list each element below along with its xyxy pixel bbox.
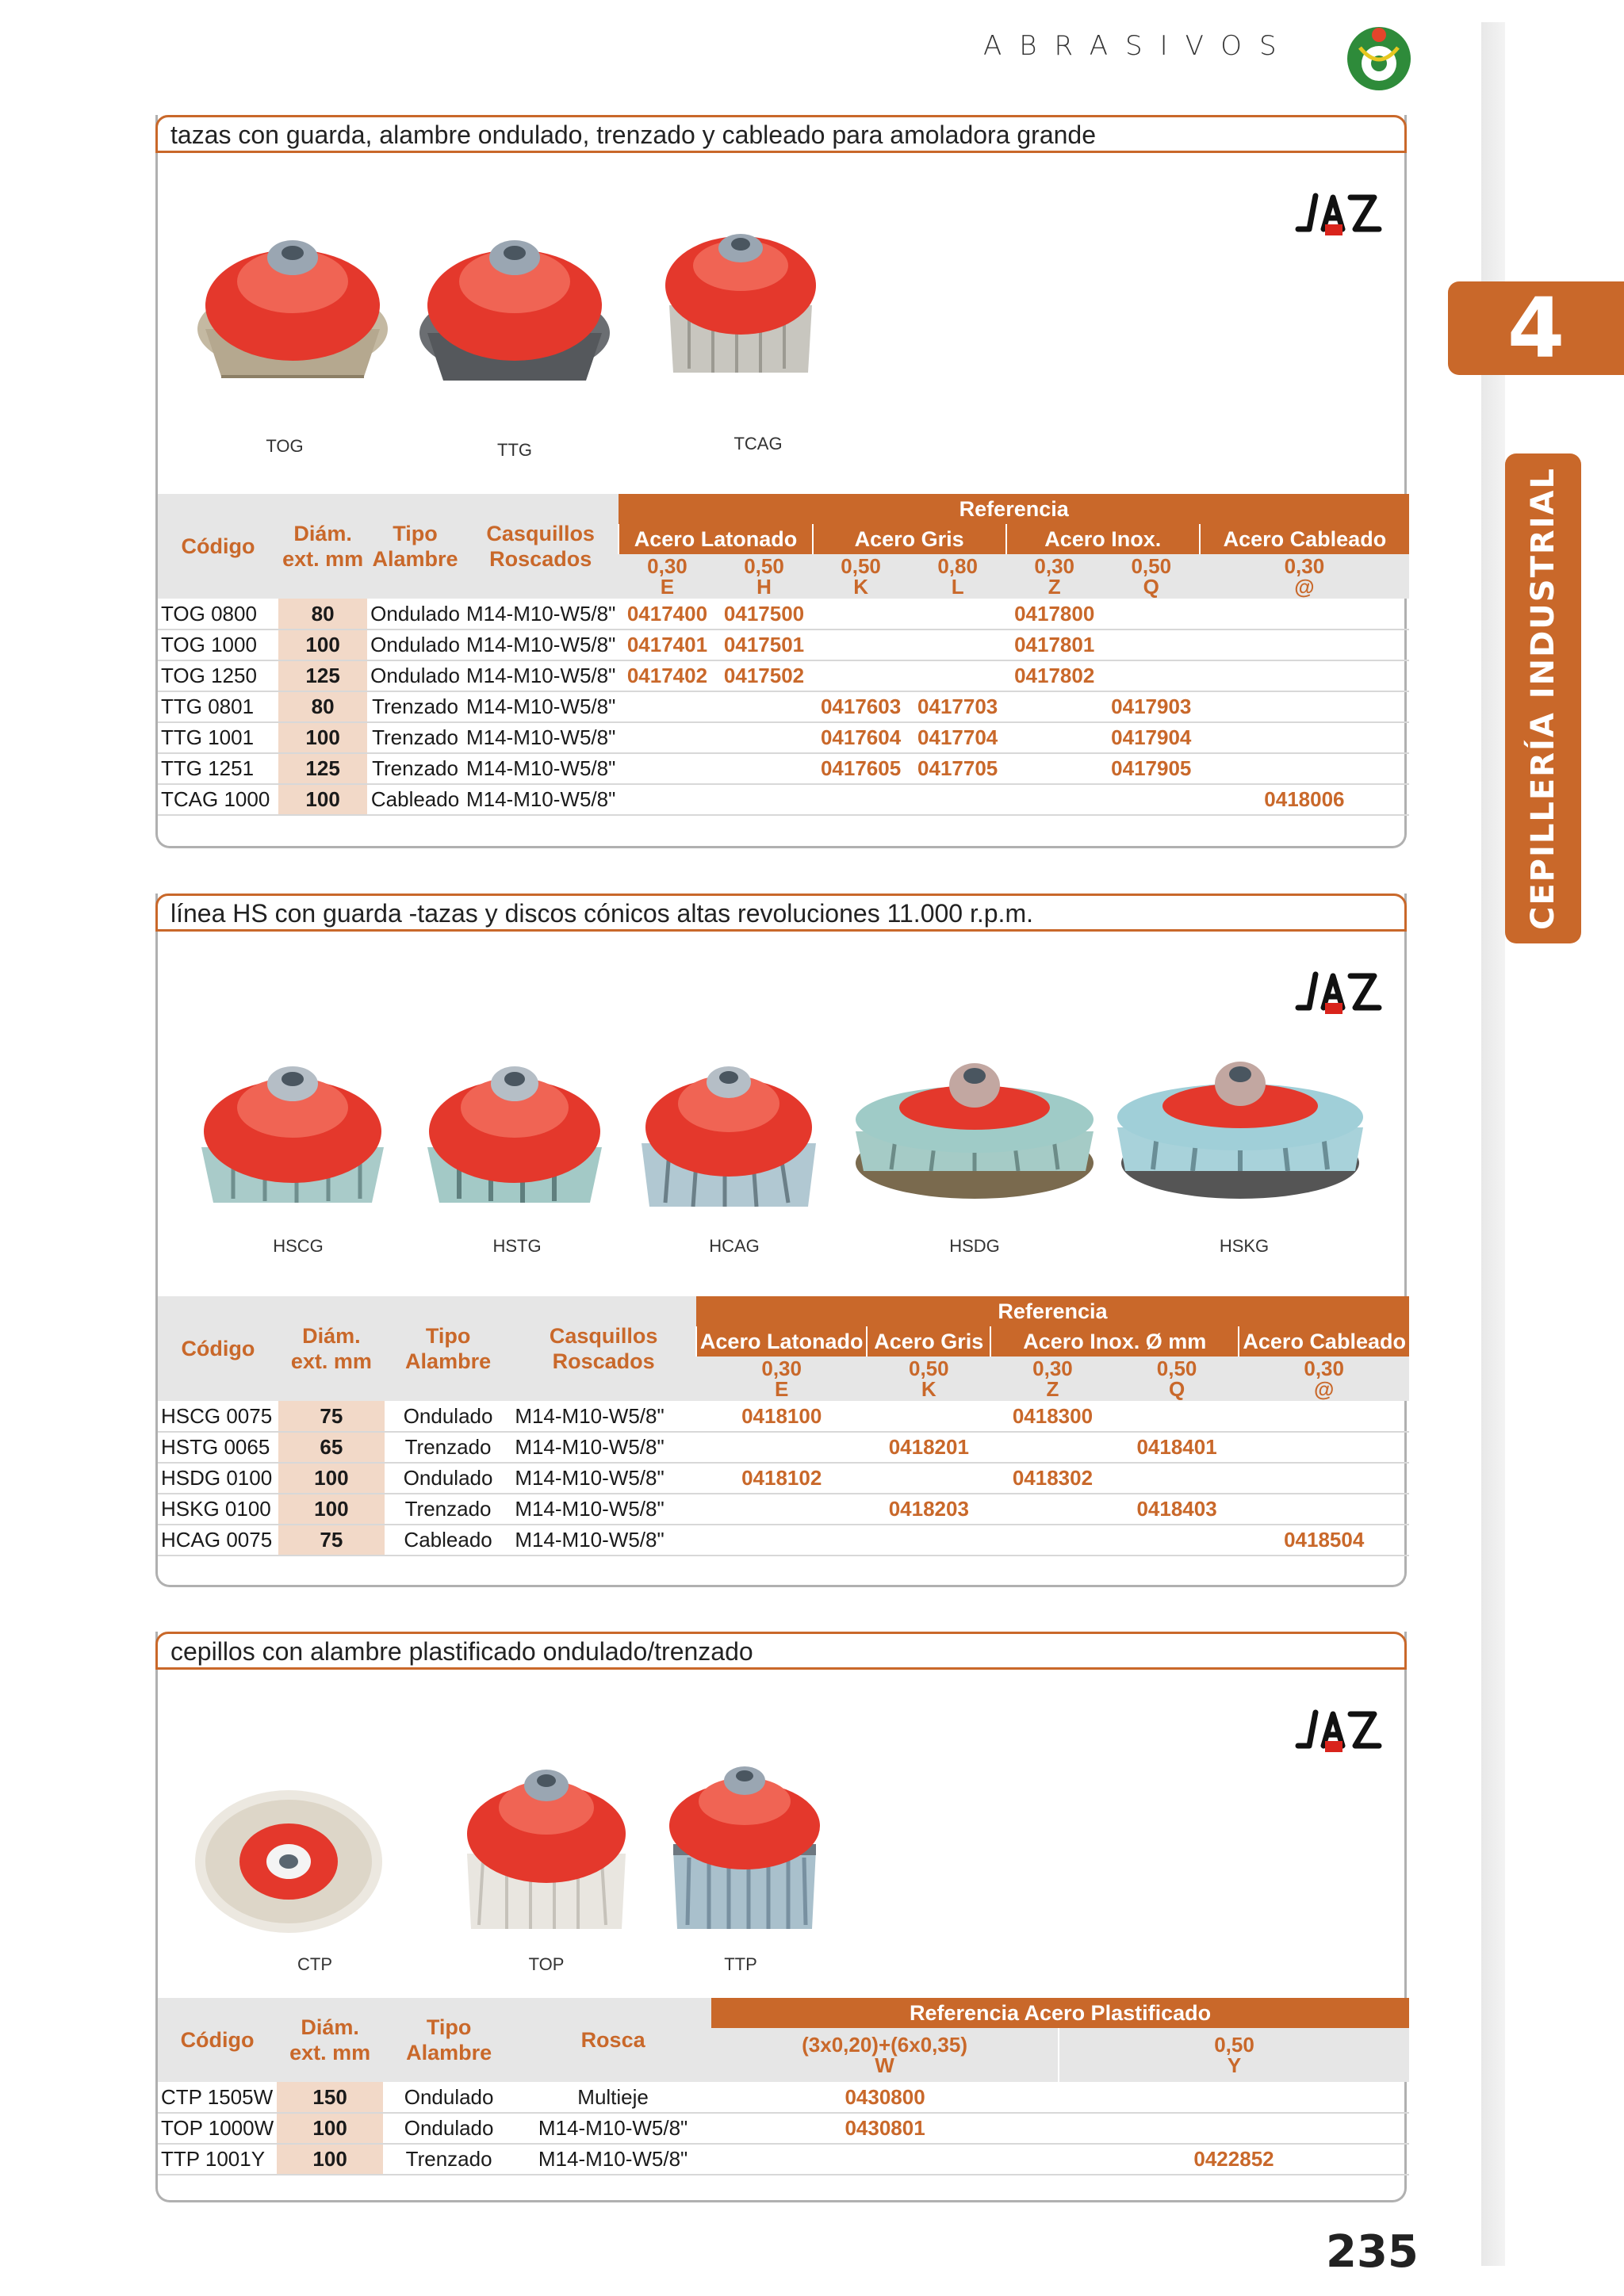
product-image-hsdg <box>848 1044 1101 1211</box>
table-row <box>158 722 1409 753</box>
product-code: HSTG 0065 <box>158 1432 278 1463</box>
reference-value: 0418401 <box>1115 1432 1239 1463</box>
product-code: TOG 0800 <box>158 599 278 629</box>
thread-value: M14-M10-W5/8" <box>511 1525 696 1556</box>
reference-value <box>696 1432 868 1463</box>
thread-value: Multieje <box>515 2082 711 2113</box>
thread-value: M14-M10-W5/8" <box>463 660 619 691</box>
reference-value <box>1059 2082 1409 2113</box>
product-label: HSKG <box>1219 1236 1270 1256</box>
reference-value <box>1059 2113 1409 2144</box>
reference-value: 0417502 <box>716 660 813 691</box>
reference-value <box>867 1401 990 1432</box>
diameter-value: 80 <box>278 691 367 722</box>
reference-value <box>1239 1432 1409 1463</box>
thread-value: M14-M10-W5/8" <box>463 753 619 784</box>
table-row <box>158 629 1409 660</box>
reference-value <box>1006 691 1103 722</box>
wire-type: Ondulado <box>367 660 463 691</box>
reference-value <box>1239 1401 1409 1432</box>
section-header <box>155 894 1407 932</box>
reference-value <box>1115 1463 1239 1494</box>
wire-type: Cableado <box>367 784 463 815</box>
group-header: Acero Cableado <box>1200 524 1409 554</box>
col-header-codigo: Código <box>158 494 278 599</box>
option-header: 0,30 E <box>647 554 688 599</box>
diameter-value: 150 <box>277 2082 383 2113</box>
product-table-3 <box>158 1998 1409 2175</box>
diameter-value: 65 <box>278 1432 385 1463</box>
product-code: HCAG 0075 <box>158 1525 278 1556</box>
diameter-value: 125 <box>278 660 367 691</box>
reference-value <box>990 1494 1115 1525</box>
reference-value: 0418504 <box>1239 1525 1409 1556</box>
reference-value: 0417604 <box>813 722 910 753</box>
product-label: HSTG <box>492 1236 542 1256</box>
reference-value <box>1006 753 1103 784</box>
diameter-value: 75 <box>278 1525 385 1556</box>
option-header: 0,30 Z <box>1034 554 1075 599</box>
reference-value: 0417801 <box>1006 629 1103 660</box>
section-plastified-brushes <box>155 1632 1407 2202</box>
reference-value <box>619 753 715 784</box>
wire-type: Ondulado <box>383 2082 515 2113</box>
wire-type: Ondulado <box>385 1401 511 1432</box>
product-code: TTG 0801 <box>158 691 278 722</box>
diameter-value: 80 <box>278 599 367 629</box>
col-header-tipo: Tipo Alambre <box>367 494 463 599</box>
reference-value: 0417605 <box>813 753 910 784</box>
product-image-tog <box>190 218 396 392</box>
reference-value: 0417802 <box>1006 660 1103 691</box>
reference-value: 0418201 <box>867 1432 990 1463</box>
table-row <box>158 660 1409 691</box>
group-header: Acero Inox. Ø mm <box>990 1326 1239 1357</box>
reference-value <box>1103 660 1200 691</box>
product-code: CTP 1505W <box>158 2082 277 2113</box>
diameter-value: 100 <box>278 1463 385 1494</box>
reference-value <box>990 1432 1115 1463</box>
reference-value <box>1200 629 1409 660</box>
table-row <box>158 2144 1409 2175</box>
reference-value: 0417800 <box>1006 599 1103 629</box>
wire-type: Trenzado <box>367 691 463 722</box>
reference-value: 0418203 <box>867 1494 990 1525</box>
product-label: TTP <box>724 1954 757 1974</box>
col-header-tipo: Tipo Alambre <box>385 1296 511 1401</box>
diameter-value: 100 <box>278 722 367 753</box>
product-code: HSKG 0100 <box>158 1494 278 1525</box>
page-number: 235 <box>1326 2226 1419 2278</box>
thread-value: M14-M10-W5/8" <box>463 599 619 629</box>
reference-value <box>813 660 910 691</box>
reference-value <box>619 784 715 815</box>
product-image-ttp <box>657 1751 832 1941</box>
reference-value <box>696 1525 868 1556</box>
option-header: 0,50 Q <box>1131 554 1172 599</box>
wire-type: Trenzado <box>385 1432 511 1463</box>
group-header: Acero Latonado <box>696 1326 868 1357</box>
option-header: 0,50 H <box>744 554 784 599</box>
reference-value <box>813 784 910 815</box>
product-code: TTP 1001Y <box>158 2144 277 2175</box>
reference-value <box>910 784 1006 815</box>
section-title: línea HS con guarda -tazas y discos cónicos altas revoluciones 11.000 r.p.m. <box>170 899 1033 928</box>
group-header: Acero Latonado <box>619 524 812 554</box>
col-header-diam: Diám. ext. mm <box>278 494 367 599</box>
group-header: Acero Inox. <box>1006 524 1200 554</box>
thread-value: M14-M10-W5/8" <box>511 1463 696 1494</box>
reference-value: 0417704 <box>910 722 1006 753</box>
thread-value: M14-M10-W5/8" <box>515 2113 711 2144</box>
reference-value <box>1200 660 1409 691</box>
reference-value <box>1006 722 1103 753</box>
jaz-logo-icon <box>1292 188 1387 243</box>
reference-value: 0417402 <box>619 660 715 691</box>
product-label: TCAG <box>733 434 783 453</box>
product-image-top <box>451 1751 642 1941</box>
reference-value: 0417904 <box>1103 722 1200 753</box>
ref-header: Referencia <box>619 494 1409 524</box>
product-label: HSDG <box>949 1236 1000 1256</box>
table-row <box>158 1401 1409 1432</box>
ref-header: Referencia <box>696 1296 1409 1326</box>
thread-value: M14-M10-W5/8" <box>511 1432 696 1463</box>
reference-value: 0430800 <box>711 2082 1059 2113</box>
reference-value: 0422852 <box>1059 2144 1409 2175</box>
product-table-1 <box>158 494 1409 816</box>
reference-value <box>1103 599 1200 629</box>
reference-value <box>619 691 715 722</box>
product-image-ttg <box>412 218 618 392</box>
reference-value <box>1006 784 1103 815</box>
product-code: TOP 1000W <box>158 2113 277 2144</box>
option-header: 0,30 E <box>761 1357 802 1401</box>
group-header: Acero Gris <box>867 1326 990 1357</box>
table-row <box>158 1432 1409 1463</box>
reference-value <box>716 722 813 753</box>
wire-type: Ondulado <box>367 599 463 629</box>
wire-type: Trenzado <box>383 2144 515 2175</box>
table-row <box>158 691 1409 722</box>
reference-value: 0418300 <box>990 1401 1115 1432</box>
table-row <box>158 1463 1409 1494</box>
product-code: HSCG 0075 <box>158 1401 278 1432</box>
thread-value: M14-M10-W5/8" <box>463 691 619 722</box>
reference-value: 0417500 <box>716 599 813 629</box>
reference-value: 0418006 <box>1200 784 1409 815</box>
wire-type: Ondulado <box>385 1463 511 1494</box>
product-label: TOP <box>528 1954 565 1974</box>
col-header-casquillos: Casquillos Roscados <box>463 494 619 599</box>
jaz-logo-icon <box>1292 966 1387 1022</box>
reference-value <box>813 599 910 629</box>
reference-value <box>867 1525 990 1556</box>
diameter-value: 100 <box>278 1494 385 1525</box>
reference-value <box>1200 691 1409 722</box>
option-header: 0,80 L <box>937 554 978 599</box>
col-header-diam: Diám. ext. mm <box>277 1998 383 2082</box>
reference-value: 0417705 <box>910 753 1006 784</box>
wire-type: Ondulado <box>383 2113 515 2144</box>
wire-type: Trenzado <box>367 753 463 784</box>
reference-value: 0417501 <box>716 629 813 660</box>
reference-value <box>1239 1494 1409 1525</box>
option-header: 0,30 Z <box>1032 1357 1073 1401</box>
reference-value <box>1103 784 1200 815</box>
thread-value: M14-M10-W5/8" <box>463 629 619 660</box>
reference-value <box>696 1494 868 1525</box>
reference-value <box>1200 599 1409 629</box>
reference-value <box>990 1525 1115 1556</box>
table-row <box>158 599 1409 629</box>
thread-value: M14-M10-W5/8" <box>515 2144 711 2175</box>
product-label: CTP <box>297 1954 332 1974</box>
diameter-value: 100 <box>278 784 367 815</box>
product-image-hscg <box>190 1052 396 1219</box>
diameter-value: 100 <box>277 2144 383 2175</box>
reference-value <box>910 660 1006 691</box>
col-header-rosca: Rosca <box>515 1998 711 2082</box>
reference-value <box>716 784 813 815</box>
table-row <box>158 784 1409 815</box>
col-header-codigo: Código <box>158 1998 277 2082</box>
jaz-logo-icon <box>1292 1705 1387 1760</box>
option-header: (3x0,20)+(6x0,35) W <box>711 2028 1059 2082</box>
product-label: HCAG <box>709 1236 760 1256</box>
wire-type: Ondulado <box>367 629 463 660</box>
wire-type: Cableado <box>385 1525 511 1556</box>
reference-value <box>1239 1463 1409 1494</box>
section-header <box>155 1632 1407 1670</box>
diameter-value: 125 <box>278 753 367 784</box>
reference-value <box>813 629 910 660</box>
reference-value: 0417603 <box>813 691 910 722</box>
reference-value <box>1200 753 1409 784</box>
product-code: TCAG 1000 <box>158 784 278 815</box>
reference-value: 0417400 <box>619 599 715 629</box>
option-header: 0,50 Y <box>1214 2033 1254 2077</box>
page-header-title: ABRASIVOS <box>983 30 1294 62</box>
ref-header: Referencia Acero Plastificado <box>711 1998 1409 2028</box>
group-header: Acero Cableado <box>1239 1326 1409 1357</box>
reference-value: 0417703 <box>910 691 1006 722</box>
reference-value: 0418302 <box>990 1463 1115 1494</box>
product-table-2 <box>158 1296 1409 1556</box>
diameter-value: 75 <box>278 1401 385 1432</box>
group-header: Acero Gris <box>813 524 1006 554</box>
table-row <box>158 1525 1409 1556</box>
option-header: 0,50 K <box>909 1357 949 1401</box>
thread-value: M14-M10-W5/8" <box>463 722 619 753</box>
brand-logo-icon <box>1344 24 1414 94</box>
product-code: HSDG 0100 <box>158 1463 278 1494</box>
reference-value <box>716 753 813 784</box>
reference-value: 0418100 <box>696 1401 868 1432</box>
product-label: TOG <box>266 436 304 456</box>
col-header-tipo: Tipo Alambre <box>383 1998 515 2082</box>
wire-type: Trenzado <box>385 1494 511 1525</box>
thread-value: M14-M10-W5/8" <box>463 784 619 815</box>
reference-value <box>1200 722 1409 753</box>
table-row <box>158 753 1409 784</box>
reference-value: 0418403 <box>1115 1494 1239 1525</box>
col-header-casquillos: Casquillos Roscados <box>511 1296 696 1401</box>
thread-value: M14-M10-W5/8" <box>511 1401 696 1432</box>
table-row <box>158 2113 1409 2144</box>
product-label: TTG <box>497 440 532 460</box>
reference-value: 0417401 <box>619 629 715 660</box>
reference-value: 0417903 <box>1103 691 1200 722</box>
wire-type: Trenzado <box>367 722 463 753</box>
reference-value <box>1103 629 1200 660</box>
diameter-value: 100 <box>278 629 367 660</box>
product-label: HSCG <box>273 1236 324 1256</box>
chapter-tab: 4 <box>1448 281 1624 375</box>
reference-value: 0418102 <box>696 1463 868 1494</box>
reference-value <box>1115 1525 1239 1556</box>
section-hs-line <box>155 894 1407 1587</box>
option-header: 0,50 K <box>841 554 881 599</box>
product-image-hskg <box>1109 1044 1371 1211</box>
diameter-value: 100 <box>277 2113 383 2144</box>
section-cup-brushes <box>155 115 1407 848</box>
reference-value <box>716 691 813 722</box>
side-chapter-label: CEPILLERÍA INDUSTRIAL <box>1525 466 1561 931</box>
section-title: cepillos con alambre plastificado ondulado/trenzado <box>170 1637 753 1666</box>
thread-value: M14-M10-W5/8" <box>511 1494 696 1525</box>
col-header-diam: Diám. ext. mm <box>278 1296 385 1401</box>
option-header: 0,30 @ <box>1304 1357 1344 1401</box>
product-image-tcag <box>649 218 832 392</box>
reference-value <box>910 629 1006 660</box>
option-header: 0,30 @ <box>1284 554 1325 599</box>
table-row <box>158 1494 1409 1525</box>
product-image-hstg <box>416 1052 614 1219</box>
product-code: TTG 1251 <box>158 753 278 784</box>
product-image-hcag <box>630 1052 828 1219</box>
reference-value <box>910 599 1006 629</box>
reference-value <box>711 2144 1059 2175</box>
product-code: TOG 1250 <box>158 660 278 691</box>
product-code: TTG 1001 <box>158 722 278 753</box>
section-header <box>155 115 1407 153</box>
option-header: 0,50 Q <box>1156 1357 1197 1401</box>
reference-value: 0417905 <box>1103 753 1200 784</box>
product-image-ctp <box>190 1782 388 1941</box>
reference-value <box>619 722 715 753</box>
col-header-codigo: Código <box>158 1296 278 1401</box>
reference-value <box>867 1463 990 1494</box>
reference-value: 0430801 <box>711 2113 1059 2144</box>
table-row <box>158 2082 1409 2113</box>
reference-value <box>1115 1401 1239 1432</box>
section-title: tazas con guarda, alambre ondulado, trenzado y cableado para amoladora grande <box>170 121 1097 149</box>
product-code: TOG 1000 <box>158 629 278 660</box>
